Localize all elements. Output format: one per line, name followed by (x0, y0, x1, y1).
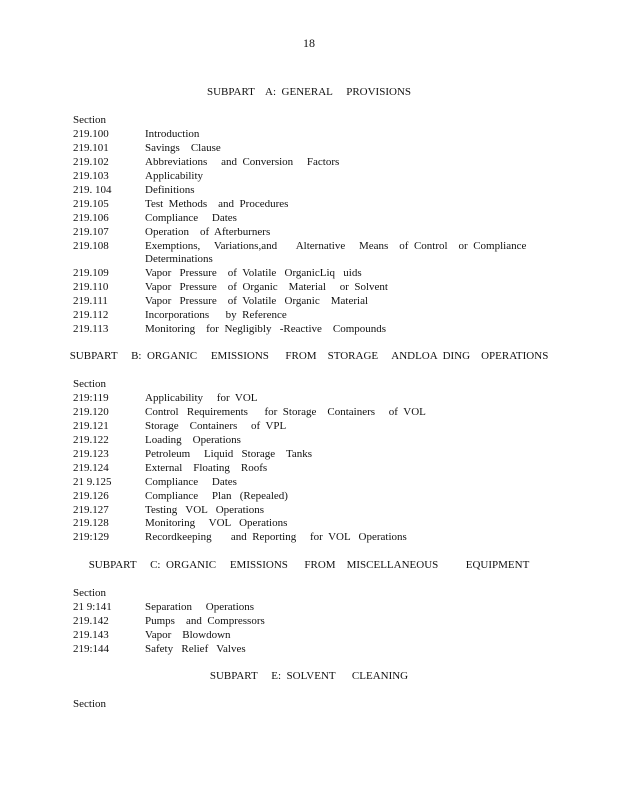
section-title: Storage Containers of VPL (145, 419, 287, 432)
list-item (73, 531, 603, 545)
subpart-a-list (73, 128, 603, 337)
subpart-e-section-label: Section (73, 698, 106, 710)
section-title: Compliance Dates (145, 475, 237, 488)
section-title: Operation of Afterburners (145, 225, 271, 238)
section-number: 219.143 (73, 628, 109, 641)
subpart-c-heading: SUBPART C: ORGANIC EMISSIONS FROM MISCELLANEOUS EQUIPMENT (88, 559, 530, 571)
list-item (73, 128, 603, 142)
list-item-continuation (73, 253, 603, 267)
section-title: Monitoring for Negligibly -Reactive Compounds (145, 323, 387, 336)
subpart-a-section-label: Section (73, 114, 106, 126)
section-number: 219:129 (73, 531, 110, 544)
list-item (73, 198, 603, 212)
section-number: 219.127 (73, 503, 109, 516)
list-item (73, 184, 603, 198)
subpart-b-section-label: Section (73, 378, 106, 390)
section-title: Recordkeeping and Reporting for VOL Operations (145, 531, 407, 544)
list-item (73, 281, 603, 295)
list-item (73, 448, 603, 462)
section-number: 219.103 (73, 169, 109, 182)
list-item (73, 392, 603, 406)
list-item (73, 170, 603, 184)
section-number: 219.110 (73, 281, 109, 294)
list-item (73, 226, 603, 240)
section-title: Compliance Dates (145, 211, 237, 224)
section-number: 219.102 (73, 155, 109, 168)
section-title: Applicability (145, 169, 204, 182)
section-number: 219.100 (73, 128, 109, 140)
list-item (73, 323, 603, 337)
section-number: 219.112 (73, 309, 109, 322)
list-item (73, 406, 603, 420)
subpart-a-heading: SUBPART A: GENERAL PROVISIONS (207, 86, 411, 98)
list-item (73, 615, 603, 629)
section-number: 219.111 (73, 295, 108, 308)
section-number: 219.128 (73, 517, 109, 530)
section-number: 219.124 (73, 461, 109, 474)
subpart-e-heading: SUBPART E: SOLVENT CLEANING (209, 670, 409, 682)
list-item (73, 517, 603, 531)
section-number: 21 9:141 (73, 601, 112, 613)
subpart-b-list (73, 392, 603, 545)
list-item (73, 295, 603, 309)
list-item (73, 643, 603, 657)
list-item (73, 476, 603, 490)
section-number: 219.101 (73, 141, 109, 154)
section-title: Exemptions, Variations,and Alternative Means of Control or Compliance (145, 239, 527, 252)
section-number: 219.108 (73, 239, 109, 252)
section-title: Vapor Pressure of Organic Material or Solvent (145, 281, 388, 294)
list-item (73, 434, 603, 448)
section-title: Safety Relief Valves (145, 642, 246, 655)
section-title: Test Methods and Procedures (145, 197, 289, 210)
list-item (73, 309, 603, 323)
section-number: 219.122 (73, 433, 109, 446)
section-title: Compliance Plan (Repealed) (145, 489, 288, 502)
section-number: 219.121 (73, 419, 109, 432)
section-number: 219.142 (73, 614, 109, 627)
section-title: Control Requirements for Storage Containers of VOL (145, 405, 426, 418)
section-title: Introduction (145, 128, 200, 140)
section-number: 219.120 (73, 405, 109, 418)
section-title: Testing VOL Operations (145, 503, 264, 516)
list-item (73, 420, 603, 434)
list-item (73, 504, 603, 518)
section-title: Vapor Pressure of Volatile Organic Material (145, 295, 369, 308)
section-number: 219:119 (73, 392, 109, 404)
section-title: Abbreviations and Conversion Factors (145, 155, 340, 168)
section-number: 21 9.125 (73, 475, 112, 488)
subpart-c-section-label: Section (73, 587, 106, 599)
section-number: 219.106 (73, 211, 109, 224)
list-item (73, 490, 603, 504)
section-title: Vapor Pressure of Volatile OrganicLiq uids (145, 267, 362, 280)
subpart-b-heading: SUBPART B: ORGANIC EMISSIONS FROM STORAGE ANDLOA DING OPERATIONS (69, 350, 549, 362)
section-number: 219.109 (73, 267, 109, 280)
list-item (73, 629, 603, 643)
section-title: Pumps and Compressors (145, 614, 265, 627)
section-title: Applicability for VOL (145, 392, 258, 404)
section-number: 219.126 (73, 489, 109, 502)
section-title: Petroleum Liquid Storage Tanks (145, 447, 313, 460)
list-item (73, 462, 603, 476)
list-item (73, 240, 603, 254)
list-item (73, 267, 603, 281)
section-number: 219.123 (73, 447, 109, 460)
section-title: Loading Operations (145, 433, 241, 446)
section-number: 219.105 (73, 197, 109, 210)
section-number: 219.107 (73, 225, 109, 238)
section-number: 219.113 (73, 323, 109, 336)
list-item (73, 156, 603, 170)
section-title: Monitoring VOL Operations (145, 517, 288, 530)
section-title: Savings Clause (145, 141, 221, 154)
section-title: External Floating Roofs (145, 461, 268, 474)
list-item (73, 142, 603, 156)
list-item (73, 601, 603, 615)
section-title: Incorporations by Reference (145, 309, 287, 322)
section-title: Separation Operations (145, 601, 255, 613)
page-number: 18 (303, 36, 315, 50)
section-number: 219. 104 (73, 183, 112, 196)
list-item (73, 212, 603, 226)
section-number: 219:144 (73, 642, 110, 655)
subpart-c-list (73, 601, 603, 657)
section-title: Vapor Blowdown (145, 628, 231, 641)
section-title-continuation: Determinations (145, 253, 213, 266)
section-title: Definitions (145, 183, 195, 196)
